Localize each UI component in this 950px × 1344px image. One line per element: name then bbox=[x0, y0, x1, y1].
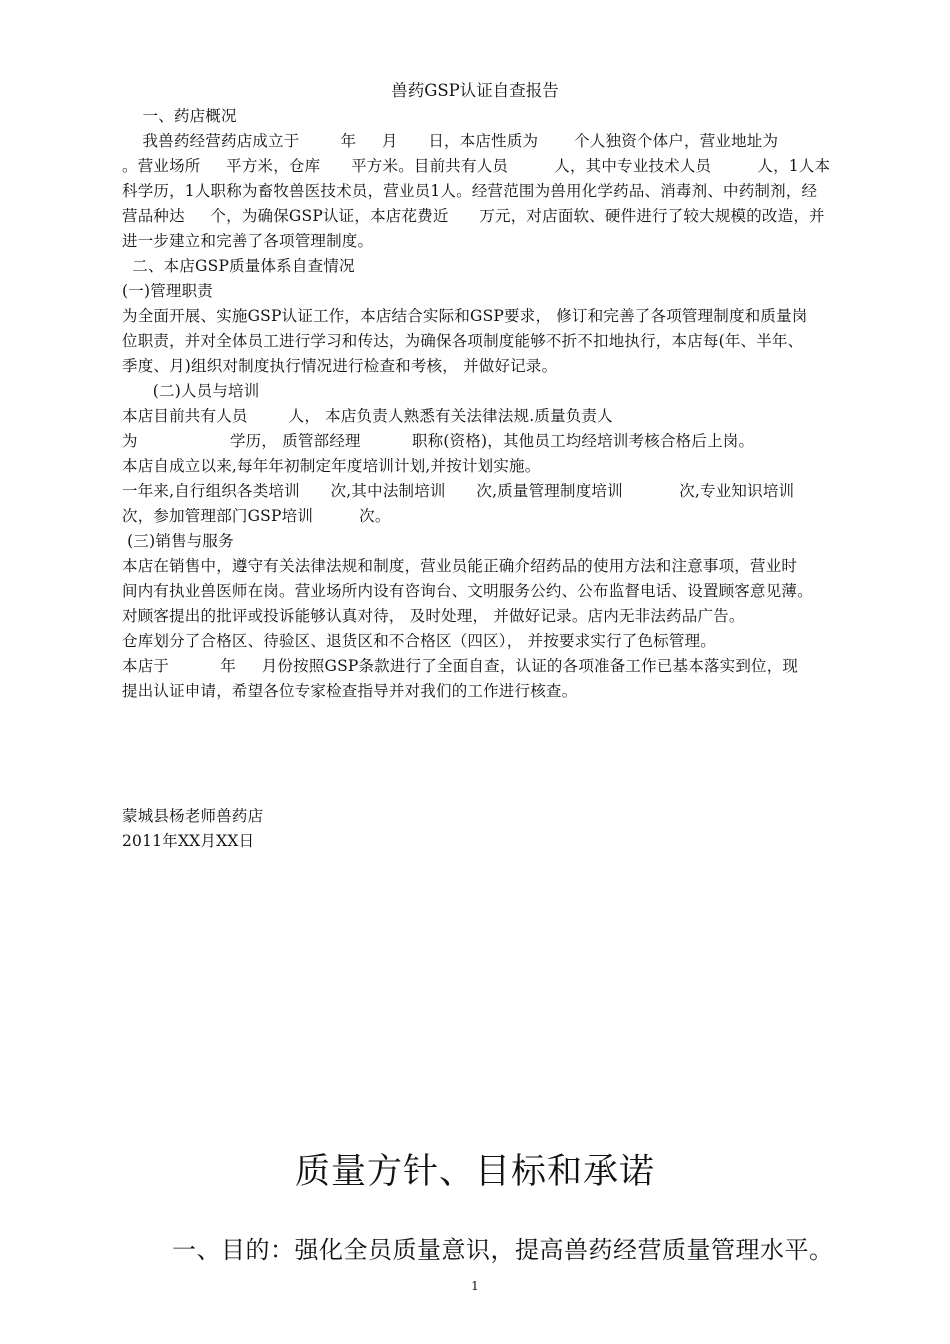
signature-date: 2011年XX月XX日 bbox=[122, 832, 255, 850]
text-line: 一、药店概况 bbox=[122, 107, 237, 125]
text-line: 本店自成立以来,每年年初制定年度培训计划,并按计划实施。 bbox=[122, 457, 541, 475]
section-heading: 二、本店GSP质量体系自查情况 bbox=[122, 257, 355, 275]
text-line: 位职责，并对全体员工进行学习和传达，为确保各项制度能够不折不扣地执行，本店每(年、半年、 bbox=[122, 332, 804, 350]
text-line: 本店于 年 月份按照GSP条款进行了全面自查，认证的各项准备工作已基本落实到位，现 bbox=[122, 657, 799, 675]
page-number: 1 bbox=[471, 1279, 479, 1293]
text-line: 间内有执业兽医师在岗。营业场所内设有咨询台、文明服务公约、公布监督电话、设置顾客意见薄。 bbox=[122, 582, 813, 600]
text-line: 进一步建立和完善了各项管理制度。 bbox=[122, 232, 374, 250]
text-line: 提出认证申请，希望各位专家检查指导并对我们的工作进行核查。 bbox=[122, 682, 578, 700]
text-line: 本店目前共有人员 人， 本店负责人熟悉有关法律法规.质量负责人 bbox=[122, 407, 613, 425]
subsection-heading: (二)人员与培训 bbox=[122, 382, 260, 400]
text-line: 对顾客提出的批评或投诉能够认真对待， 及时处理， 并做好记录。店内无非法药品广告。 bbox=[122, 607, 745, 625]
text-line: 季度、月)组织对制度执行情况进行检查和考核， 并做好记录。 bbox=[122, 357, 558, 375]
text-line: 一年来,自行组织各类培训 次,其中法制培训 次,质量管理制度培训 次,专业知识培训 bbox=[122, 482, 795, 500]
signature-store: 蒙城县杨老师兽药店 bbox=[122, 807, 264, 825]
text-line: 次，参加管理部门GSP培训 次。 bbox=[122, 507, 391, 525]
policy-point-1: 一、目的：强化全员质量意识，提高兽药经营质量管理水平。 bbox=[172, 1236, 834, 1264]
text-line: 仓库划分了合格区、待验区、退货区和不合格区（四区）， 并按要求实行了色标管理。 bbox=[122, 632, 716, 650]
policy-title: 质量方针、目标和承诺 bbox=[294, 1152, 655, 1192]
subsection-heading: (一)管理职责 bbox=[122, 282, 213, 300]
text-line: 为 学历， 质管部经理 职称(资格)，其他员工均经培训考核合格后上岗。 bbox=[122, 432, 755, 450]
text-line: 。营业场所 平方米，仓库 平方米。目前共有人员 人，其中专业技术人员 人，1人本 bbox=[122, 157, 831, 175]
text-line: 科学历，1人职称为畜牧兽医技术员，营业员1人。经营范围为兽用化学药品、消毒剂、中药制剂，经 bbox=[122, 182, 818, 200]
subsection-heading: (三)销售与服务 bbox=[122, 532, 234, 550]
text-line: 我兽药经营药店成立于 年 月 日，本店性质为 个人独资个体户，营业地址为 bbox=[122, 132, 779, 150]
text-line: 本店在销售中，遵守有关法律法规和制度，营业员能正确介绍药品的使用方法和注意事项，营业时 bbox=[122, 557, 798, 575]
text-line: 为全面开展、实施GSP认证工作，本店结合实际和GSP要求， 修订和完善了各项管理制度和质量岗 bbox=[122, 307, 808, 325]
text-line: 营品种达 个，为确保GSP认证，本店花费近 万元，对店面软、硬件进行了较大规模的改造，并 bbox=[122, 207, 825, 225]
report-title: 兽药GSP认证自查报告 bbox=[391, 81, 559, 100]
